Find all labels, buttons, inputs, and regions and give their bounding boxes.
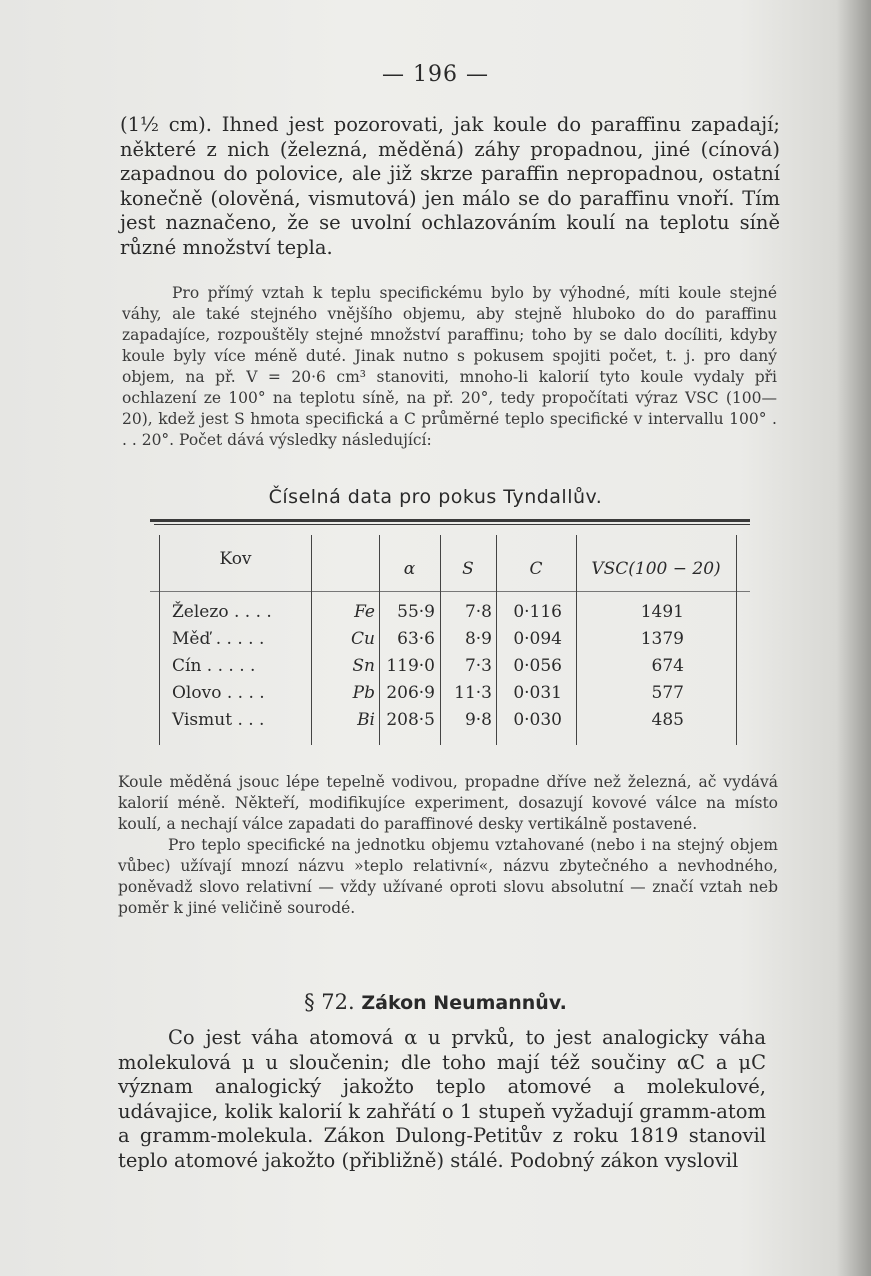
header-kov: Kov	[219, 549, 252, 569]
cell-symbol: Pb	[352, 683, 375, 703]
section-heading	[0, 990, 871, 1014]
data-table	[150, 519, 750, 754]
paragraph-calculation	[122, 283, 777, 451]
cell-vsc: 674	[651, 656, 684, 676]
paragraph-text: Pro přímý vztah k teplu specifickému bylo by výhodné, míti koule stejné váhy, ale také stejného vnějšího objemu, aby stejně hluboko do do paraffinu zapadajíce, rozpouštěly stejné množství paraffinu; toho by se dalo docíliti, kdyby koule byly více méně duté. Jinak nutno s pokusem spojiti počet, t. j. pro daný objem, na př. V = 20·6 cm³ stanoviti, mnoho-li kalorií tyto koule vydaly při ochlazení ze 100° na teplotu síně, na př. 20°, tedy propočítati výraz VSC (100—20), kdež jest S hmota specifická a C průměrné teplo specifické v intervallu 100° . . . 20°. Počet dává výsledky následující:	[122, 284, 777, 449]
table-title: Číselná data pro pokus Tyndallův.	[268, 486, 603, 508]
table-header-rule	[150, 591, 750, 592]
cell-c: 0·031	[513, 683, 562, 703]
cell-name: Železo . . . .	[172, 602, 272, 622]
cell-s: 7·3	[464, 656, 492, 676]
cell-c: 0·056	[513, 656, 562, 676]
page-number: — 196 —	[382, 62, 489, 87]
cell-name: Cín . . . . .	[172, 656, 256, 676]
cell-s: 8·9	[464, 629, 492, 649]
cell-vsc: 1379	[640, 629, 684, 649]
cell-s: 9·8	[464, 710, 492, 730]
cell-c: 0·030	[513, 710, 562, 730]
header-vsc-text: VSC(100 − 20)	[591, 559, 721, 579]
section-name: Zákon Neumannův.	[361, 992, 567, 1014]
table-top-rule	[150, 519, 750, 522]
section-number: § 72.	[304, 990, 355, 1014]
paragraph-remark	[118, 772, 778, 919]
cell-symbol: Bi	[357, 710, 375, 730]
cell-name: Měď . . . . .	[172, 629, 265, 649]
paragraph-neumann	[118, 1026, 766, 1173]
cell-s: 11·3	[454, 683, 492, 703]
paragraph-text: Co jest váha atomová α u prvků, to jest analogicky váha molekulová μ u sloučenin; dle toho mají též součiny αC a μC význam analogický jakožto teplo atomové a molekulové, udávajice, kolik kalorií k zahřátí o 1 stupeň vyžadují gramm-atom a gramm-molekula. Zákon Dulong-Petitův z roku 1819 stanovil teplo atomové jakožto (přibližně) stálé. Podobný zákon vyslovil	[118, 1026, 766, 1172]
cell-s: 7·8	[464, 602, 492, 622]
cell-symbol: Sn	[352, 656, 375, 676]
cell-vsc: 485	[651, 710, 684, 730]
table-top-rule-thin	[154, 524, 750, 525]
header-s: S	[462, 559, 474, 579]
table-vline	[736, 535, 737, 745]
cell-c: 0·094	[513, 629, 562, 649]
cell-alpha: 55·9	[397, 602, 435, 622]
cell-symbol: Cu	[351, 629, 375, 649]
paragraph-text: (1½ cm). Ihned jest pozorovati, jak koule do paraffinu zapadají; některé z nich (železná, měděná) záhy propadnou, jiné (cínová) zapadnou do polovice, ale již skrze paraffin nepropadnou, ostatní konečně (olověná, vismutová) jen málo se do paraffinu vnoří. Tím jest naznačeno, že se uvolní ochlazováním koulí na teplotu síně různé množství tepla.	[120, 113, 780, 259]
cell-vsc: 1491	[640, 602, 684, 622]
cell-alpha: 208·5	[386, 710, 435, 730]
cell-name: Olovo . . . .	[172, 683, 265, 703]
cell-alpha: 119·0	[386, 656, 435, 676]
cell-alpha: 206·9	[386, 683, 435, 703]
cell-vsc: 577	[651, 683, 684, 703]
header-c: C	[529, 559, 543, 579]
cell-symbol: Fe	[354, 602, 375, 622]
cell-alpha: 63·6	[397, 629, 435, 649]
cell-name: Vismut . . .	[172, 710, 265, 730]
paragraph-text: Koule měděná jsouc lépe tepelně vodivou, propadne dříve než železná, ač vydává kalorií méně. Někteří, modifikujíce experiment, dosazují kovové válce na místo koulí, a nechají válce zapadati do paraffinové desky vertikálně postavené.	[118, 773, 778, 833]
header-vsc	[576, 559, 736, 579]
paragraph-intro	[120, 113, 780, 260]
cell-c: 0·116	[513, 602, 562, 622]
header-alpha: α	[403, 559, 416, 579]
paragraph-text: Pro teplo specifické na jednotku objemu vztahované (nebo i na stejný objem vůbec) užívají mnozí názvu »teplo relativní«, názvu zbytečného a nevhodného, poněvadž slovo relativní — vždy užívané oproti slovu absolutní — značí vztah neb poměr k jiné veličině sourodé.	[118, 836, 778, 917]
